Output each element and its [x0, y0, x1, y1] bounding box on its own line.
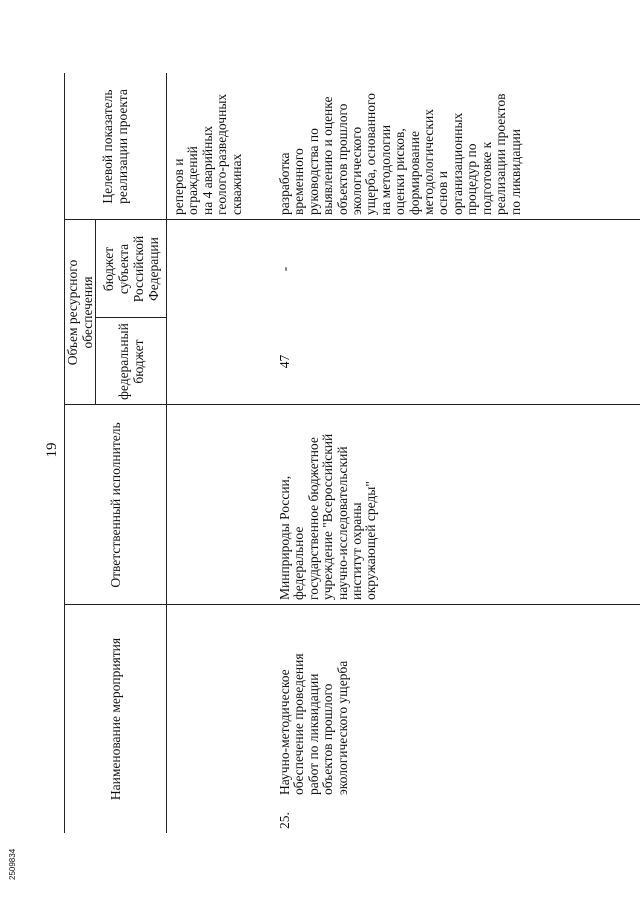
row-federal-budget: 47 — [277, 354, 292, 369]
header-indicator: Целевой показатель реализации проекта — [100, 89, 130, 204]
header-name: Наименование мероприятия — [107, 637, 123, 801]
header-subject-budget: бюджет субъекта Российской Федерации — [100, 235, 161, 303]
continuation-indicator: реперов и ограждений на 4 аварийных геолого-разведочных скважинах — [171, 93, 244, 215]
row-executor: Минприроды России, федеральное государственное бюджетное учреждение "Всероссийский научно-исследовательский институт охраны окружающей среды" — [277, 433, 379, 600]
header-executor: Ответственный исполнитель — [107, 422, 123, 588]
row-indicator: разработка временного руководства по выявлению и оценке объектов прошлого экологического ущерба, основанного на методологии оценки рисков, формирование методологических основ и организационных процедур по подготовке к реализации проектов по ликвидации — [277, 93, 523, 215]
page-number: 19 — [44, 442, 60, 458]
header-federal-budget: федеральный бюджет — [115, 323, 146, 400]
row-subject-budget: - — [277, 266, 292, 272]
row-number: 25. — [277, 812, 292, 829]
document-id: 2509834 — [8, 848, 17, 880]
header-resource-volume: Объем ресурсного обеспечения — [64, 259, 95, 366]
header-divider — [166, 73, 167, 833]
row-name: Научно-методическое обеспечение проведения работ по ликвидации объектов прошлого экологического ущерба — [277, 653, 350, 795]
